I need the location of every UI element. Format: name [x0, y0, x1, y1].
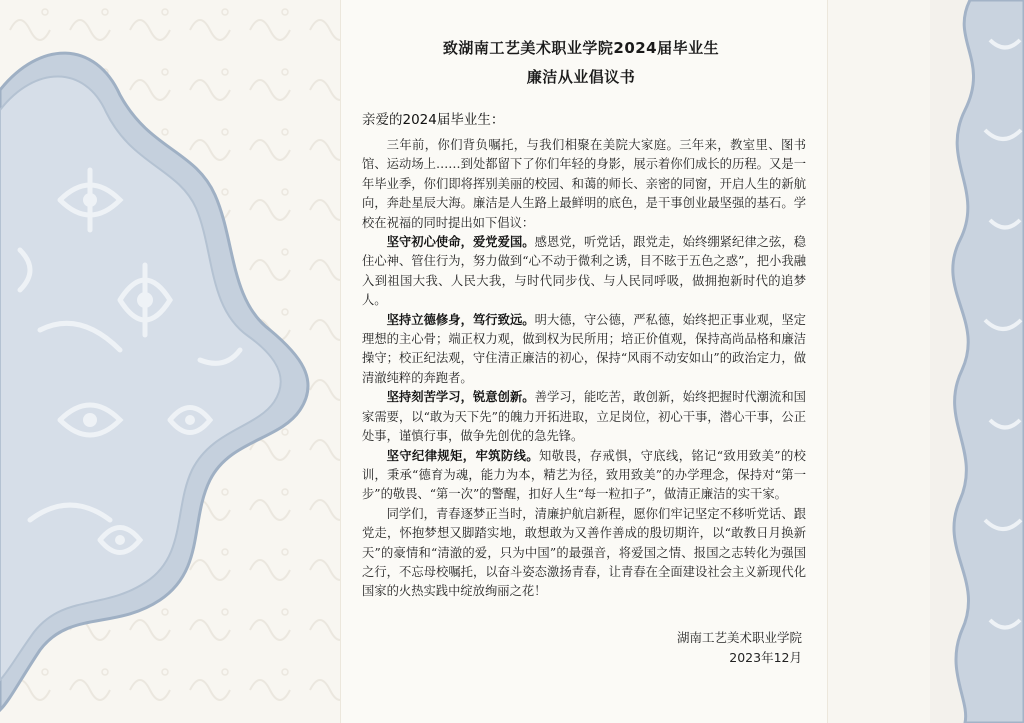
letter-body — [362, 136, 806, 602]
point-text: 知敬畏，存戒惧，守底线，铭记“致用致美”的校训，秉承“德育为魂，能力为本，精艺为径，致用致美”的办学理念，保持对“第一步”的敬畏、“第一次”的警醒，扣好人生“每一粒扣子”，做清正廉洁的实干家。 — [362, 448, 806, 502]
point-text: 感恩党，听党话，跟党走，始终绷紧纪律之弦，稳住心神、管住行为，努力做到“心不动于微利之诱，目不眩于五色之惑”，把小我融入到祖国大我、人民大我，与时代同步伐、与人民同呼吸，做拥抱新时代的追梦人。 — [362, 235, 806, 308]
point-heading: 坚守纪律规矩，牢筑防线。 — [386, 448, 539, 463]
point-paragraph — [362, 447, 806, 505]
point-heading: 坚持刻苦学习，锐意创新。 — [386, 390, 535, 405]
right-wave-ornament — [930, 0, 1024, 723]
salutation: 亲爱的2024届毕业生： — [362, 112, 505, 128]
point-paragraph — [362, 233, 806, 311]
intro-paragraph: 三年前，你们背负嘱托，与我们相聚在美院大家庭。三年来，教室里、图书馆、运动场上……到处都留下了你们年轻的身影，展示着你们成长的历程。又是一年毕业季，你们即将挥别美丽的校园、和蔼的师长、亲密的同窗，开启人生的新航向，奔赴星辰大海。廉洁是人生路上最鲜明的底色，是干事创业最坚强的基石。学校在祝福的同时提出如下倡议： — [362, 138, 806, 230]
point-heading: 坚守初心使命，爱党爱国。 — [386, 235, 535, 250]
signature-org: 湖南工艺美术职业学院 — [676, 630, 802, 645]
closing-paragraph: 同学们，青春逐梦正当时，清廉护航启新程，愿你们牢记坚定不移听党话、跟党走，怀抱梦想又脚踏实地，敢想敢为又善作善成的殷切期许，以“敢教日月换新天”的豪情和“清澈的爱，只为中国”的最强音，将爱国之情、报国之志转化为强国之行，不忘母校嘱托，以奋斗姿态激扬青春，让青春在全面建设社会主义新现代化国家的火热实践中绽放绚丽之花！ — [362, 506, 806, 599]
point-text: 明大德，守公德，严私德，始终把正事业观，坚定理想的主心骨；端正权力观，做到权为民所用；培正价值观，保持高尚品格和廉洁操守；校正纪法观，守住清正廉洁的初心，保持“风雨不动安如山”的政治定力，做清澈纯粹的奔跑者。 — [362, 312, 806, 385]
left-floral-ornament — [0, 0, 345, 723]
point-text: 善学习，能吃苦，敢创新，始终把握时代潮流和国家需要，以“敢为天下先”的魄力开拓进取，立足岗位，初心干事，潜心干事，公正处事，谨慎行事，做争先创优的急先锋。 — [362, 390, 806, 444]
signature-date: 2023年12月 — [729, 650, 802, 665]
point-paragraph — [362, 388, 806, 446]
point-heading: 坚持立德修身，笃行致远。 — [386, 312, 535, 327]
document-title: 致湖南工艺美术职业学院2024届毕业生 — [442, 39, 720, 57]
document-subtitle: 廉洁从业倡议书 — [526, 68, 636, 86]
point-paragraph — [362, 311, 806, 389]
